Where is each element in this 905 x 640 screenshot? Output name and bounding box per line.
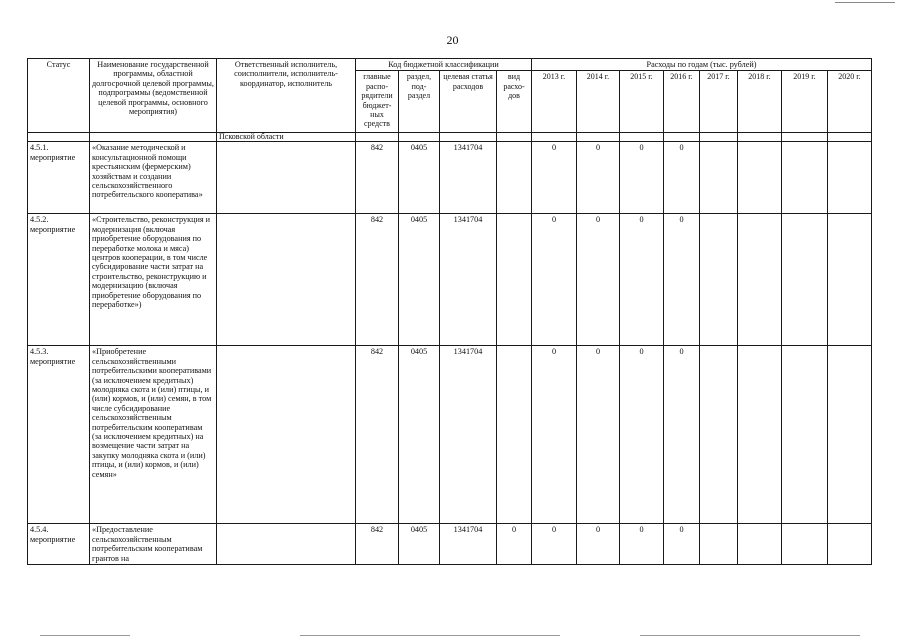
row-target: 1341704: [440, 142, 497, 214]
row-year-2020: [828, 214, 872, 346]
header-year-2014: 2014 г.: [577, 71, 620, 133]
header-code-kind: вид расхо-дов: [497, 71, 532, 133]
row-year-2013: 0: [532, 214, 577, 346]
row-section: 0405: [399, 524, 440, 565]
row-year-2020: [828, 524, 872, 565]
row-status: [28, 346, 90, 524]
row-year-2014: 0: [577, 142, 620, 214]
row-year-2018: [738, 346, 782, 524]
table-row: [28, 346, 872, 524]
row-year-2020: [828, 346, 872, 524]
scan-artifact-line: [300, 635, 560, 636]
row-section: 0405: [399, 346, 440, 524]
row-status: [28, 142, 90, 214]
header-year-2020: 2020 г.: [828, 71, 872, 133]
row-year-2013: 0: [532, 524, 577, 565]
row-status-type: мероприятие: [30, 152, 76, 162]
header-year-2013: 2013 г.: [532, 71, 577, 133]
header-year-2015: 2015 г.: [620, 71, 664, 133]
row-year-2019: [782, 142, 828, 214]
row-description: «Приобретение сельскохозяйственными потребительскими кооперативами (за исключением кредитных) молодняка скота и (или) птицы, и (или) кормов, и (или) семян, в том числе субсидирование сельскохозяйственным потребительским кооперативам (за исключением кредитных) на возмещение части затрат на закупку молодняка скота и (или) птицы, и (или) кормов, и (или) семян»: [90, 346, 217, 524]
row-status-type: мероприятие: [30, 224, 76, 234]
row-target: 1341704: [440, 346, 497, 524]
header-code-grbs: главные распо-рядители бюджет-ных средств: [356, 71, 399, 133]
row-section: 0405: [399, 142, 440, 214]
row-grbs: 842: [356, 346, 399, 524]
header-expenses-group: Расходы по годам (тыс. рублей): [532, 59, 872, 71]
row-grbs: 842: [356, 214, 399, 346]
row-year-2014: 0: [577, 524, 620, 565]
header-code-section: раздел, под-раздел: [399, 71, 440, 133]
header-budget-code-group: Код бюджетной классификации: [356, 59, 532, 71]
header-year-2016: 2016 г.: [664, 71, 700, 133]
row-kind: [497, 214, 532, 346]
row-description: «Предоставление сельскохозяйственным потребительским кооперативам грантов на: [90, 524, 217, 565]
table-row: [28, 524, 872, 565]
row-executor: [217, 214, 356, 346]
row-year-2020: [828, 142, 872, 214]
row-year-2017: [700, 346, 738, 524]
row-grbs: 842: [356, 142, 399, 214]
header-year-2019: 2019 г.: [782, 71, 828, 133]
row-kind: [497, 346, 532, 524]
row-year-2017: [700, 524, 738, 565]
row-status-type: мероприятие: [30, 356, 76, 366]
row-year-2018: [738, 142, 782, 214]
row-status-code: 4.5.1.: [30, 143, 49, 153]
row-status: [28, 214, 90, 346]
region-row: [28, 133, 872, 142]
region-label: Псковской области: [217, 133, 356, 142]
row-year-2017: [700, 214, 738, 346]
row-year-2016: 0: [664, 524, 700, 565]
budget-table: [27, 58, 872, 565]
row-target: 1341704: [440, 524, 497, 565]
row-executor: [217, 524, 356, 565]
table-row: [28, 214, 872, 346]
row-year-2014: 0: [577, 214, 620, 346]
row-executor: [217, 346, 356, 524]
header-status: Статус: [28, 59, 90, 133]
row-year-2016: 0: [664, 142, 700, 214]
row-status-code: 4.5.3.: [30, 347, 49, 357]
header-year-2017: 2017 г.: [700, 71, 738, 133]
row-status-code: 4.5.2.: [30, 215, 49, 225]
row-year-2016: 0: [664, 346, 700, 524]
scan-artifact-line: [640, 635, 860, 636]
table-row: [28, 142, 872, 214]
row-year-2019: [782, 214, 828, 346]
row-year-2015: 0: [620, 524, 664, 565]
row-kind: [497, 142, 532, 214]
header-code-target: целевая статья расходов: [440, 71, 497, 133]
row-year-2018: [738, 214, 782, 346]
row-year-2017: [700, 142, 738, 214]
top-edge-mark: [835, 2, 895, 3]
row-year-2018: [738, 524, 782, 565]
row-executor: [217, 142, 356, 214]
scan-artifact-line: [40, 635, 130, 636]
row-year-2013: 0: [532, 346, 577, 524]
page-number: 20: [446, 33, 459, 47]
row-description: «Оказание методической и консультационной помощи крестьянским (фермерским) хозяйствам и создании сельскохозяйственного потребительского кооператива»: [90, 142, 217, 214]
row-year-2015: 0: [620, 346, 664, 524]
row-section: 0405: [399, 214, 440, 346]
row-kind: 0: [497, 524, 532, 565]
row-year-2015: 0: [620, 142, 664, 214]
row-year-2013: 0: [532, 142, 577, 214]
row-description: «Строительство, реконструкция и модернизация (включая приобретение оборудования по переработке молока и мяса) центров кооперации, в том числе субсидирование части затрат на строительство, реконструкцию и модернизацию (включая приобретение оборудования по переработке»): [90, 214, 217, 346]
row-status-code: 4.5.4.: [30, 525, 49, 535]
row-status-type: мероприятие: [30, 534, 76, 544]
header-executor: Ответственный исполнитель, соисполнители, исполнитель-координатор, исполнитель: [217, 59, 356, 133]
row-year-2019: [782, 524, 828, 565]
row-status: [28, 524, 90, 565]
row-grbs: 842: [356, 524, 399, 565]
header-name: Наименование государственной программы, областной долгосрочной целевой программы, подпрограммы (ведомственной целевой программы, основного мероприятия): [90, 59, 217, 133]
header-year-2018: 2018 г.: [738, 71, 782, 133]
row-year-2019: [782, 346, 828, 524]
row-year-2015: 0: [620, 214, 664, 346]
row-target: 1341704: [440, 214, 497, 346]
row-year-2016: 0: [664, 214, 700, 346]
row-year-2014: 0: [577, 346, 620, 524]
